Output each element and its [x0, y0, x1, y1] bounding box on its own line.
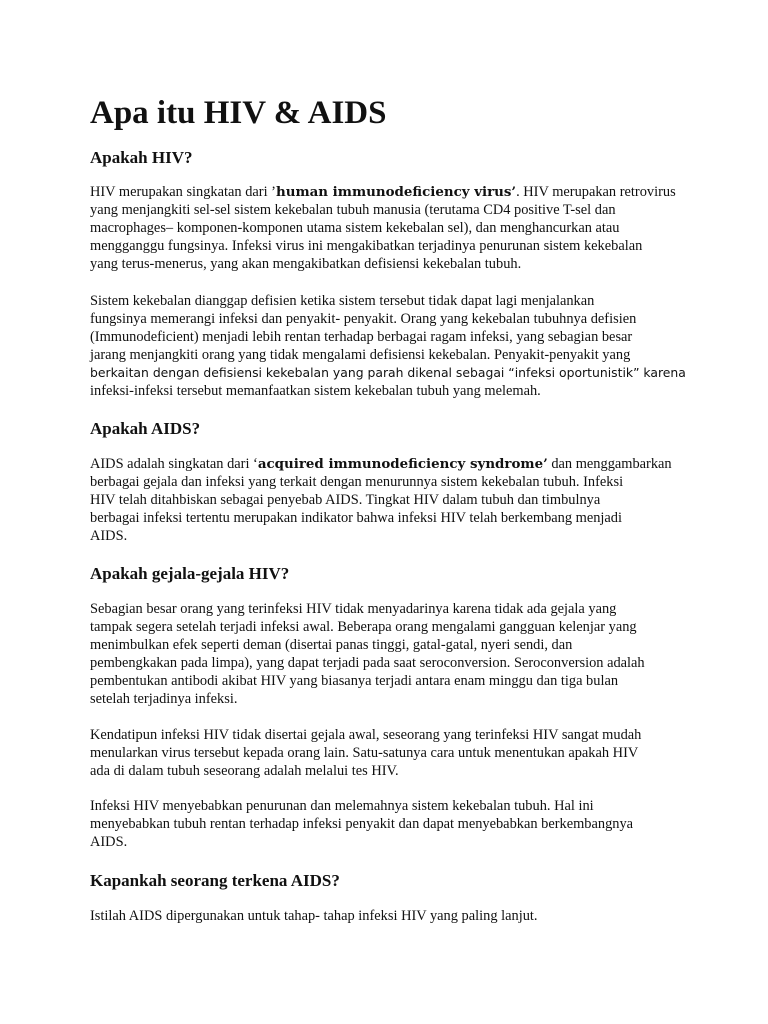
text-line: AIDS adalah singkatan dari ‘acquired immunodeficiency syndrome’ dan menggambarkan	[90, 456, 672, 472]
section-heading-apakah-aids: Apakah AIDS?	[90, 419, 201, 438]
text-line: pembengkakan pada limpa), yang dapat terjadi pada saat seroconversion. Seroconversion adalah	[90, 655, 645, 671]
paragraph-symptoms	[90, 600, 680, 708]
text-line: berbagai infeksi tertentu merupakan indikator bahwa infeksi HIV telah berkembang menjadi	[90, 510, 623, 526]
text-line: berkaitan dengan defisiensi kekebalan yang parah dikenal sebagai “infeksi oportunistik” karena	[90, 365, 686, 380]
text-line: yang terus-menerus, yang akan mengakibatkan defisiensi kekebalan tubuh.	[90, 256, 522, 272]
text-line: AIDS.	[90, 834, 128, 850]
text-line: Istilah AIDS dipergunakan untuk tahap- tahap infeksi HIV yang paling lanjut.	[90, 908, 538, 924]
text-line: Sebagian besar orang yang terinfeksi HIV tidak menyadarinya karena tidak ada gejala yang	[90, 601, 617, 617]
text-line: tampak segera setelah terjadi infeksi awal. Beberapa orang mengalami gangguan kelenjar yang	[90, 619, 637, 635]
section-heading-kapankah-aids: Kapankah seorang terkena AIDS?	[90, 871, 340, 890]
text-line: mengganggu fungsinya. Infeksi virus ini mengakibatkan terjadinya penurunan sistem kekebalan	[90, 238, 643, 254]
paragraph-hiv-definition	[90, 183, 680, 273]
text-line: HIV merupakan singkatan dari ’human immunodeficiency virus’. HIV merupakan retrovirus	[90, 184, 676, 200]
paragraph-aids-stage	[90, 907, 680, 925]
text-line: fungsinya memerangi infeksi dan penyakit- penyakit. Orang yang kekebalan tubuhnya defisien	[90, 311, 637, 327]
document-title: Apa itu HIV & AIDS	[90, 95, 387, 131]
term-acquired-immunodeficiency-syndrome: acquired immunodeficiency syndrome’	[257, 456, 548, 472]
text-line: infeksi-infeksi tersebut memanfaatkan sistem kekebalan tubuh yang melemah.	[90, 383, 541, 399]
text-line: macrophages– komponen-komponen utama sistem kekebalan sel), dan menghancurkan atau	[90, 220, 620, 236]
text-line: setelah terjadinya infeksi.	[90, 691, 238, 707]
section-heading-gejala-hiv: Apakah gejala-gejala HIV?	[90, 564, 290, 583]
paragraph-immune-weakening	[90, 797, 680, 851]
text-line: menyebabkan tubuh rentan terhadap infeksi penyakit dan dapat menyebabkan berkembangnya	[90, 816, 634, 832]
text-line: ada di dalam tubuh seseorang adalah melalui tes HIV.	[90, 763, 399, 779]
text-line: berbagai gejala dan infeksi yang terkait dengan menurunnya sistem kekebalan tubuh. Infeksi	[90, 474, 624, 490]
text-line: Kendatipun infeksi HIV tidak disertai gejala awal, seseorang yang terinfeksi HIV sangat mudah	[90, 727, 642, 743]
text-line: AIDS.	[90, 528, 128, 544]
text-line: Sistem kekebalan dianggap defisien ketika sistem tersebut tidak dapat lagi menjalankan	[90, 293, 595, 309]
text-line: menimbulkan efek seperti deman (disertai panas tinggi, gatal-gatal, nyeri sendi, dan	[90, 637, 573, 653]
text-line: Infeksi HIV menyebabkan penurunan dan melemahnya sistem kekebalan tubuh. Hal ini	[90, 798, 594, 814]
text-line: (Immunodeficient) menjadi lebih rentan terhadap berbagai ragam infeksi, yang sebagian besar	[90, 329, 633, 345]
paragraph-transmission	[90, 726, 680, 780]
paragraph-aids-definition	[90, 455, 680, 545]
text-line: jarang menjangkiti orang yang tidak mengalami defisiensi kekebalan. Penyakit-penyakit yang	[90, 347, 631, 363]
term-human-immunodeficiency-virus: human immunodeficiency virus’	[275, 184, 517, 200]
paragraph-immune-deficiency	[90, 292, 686, 400]
section-heading-apakah-hiv: Apakah HIV?	[90, 148, 193, 167]
text-line: pembentukan antibodi akibat HIV yang biasanya terjadi antara enam minggu dan tiga bulan	[90, 673, 619, 689]
text-line: yang menjangkiti sel-sel sistem kekebalan tubuh manusia (terutama CD4 positive T-sel dan	[90, 202, 616, 218]
text-line: HIV telah ditahbiskan sebagai penyebab AIDS. Tingkat HIV dalam tubuh dan timbulnya	[90, 492, 601, 508]
text-line: menularkan virus tersebut kepada orang lain. Satu-satunya cara untuk menentukan apakah HIV	[90, 745, 639, 761]
